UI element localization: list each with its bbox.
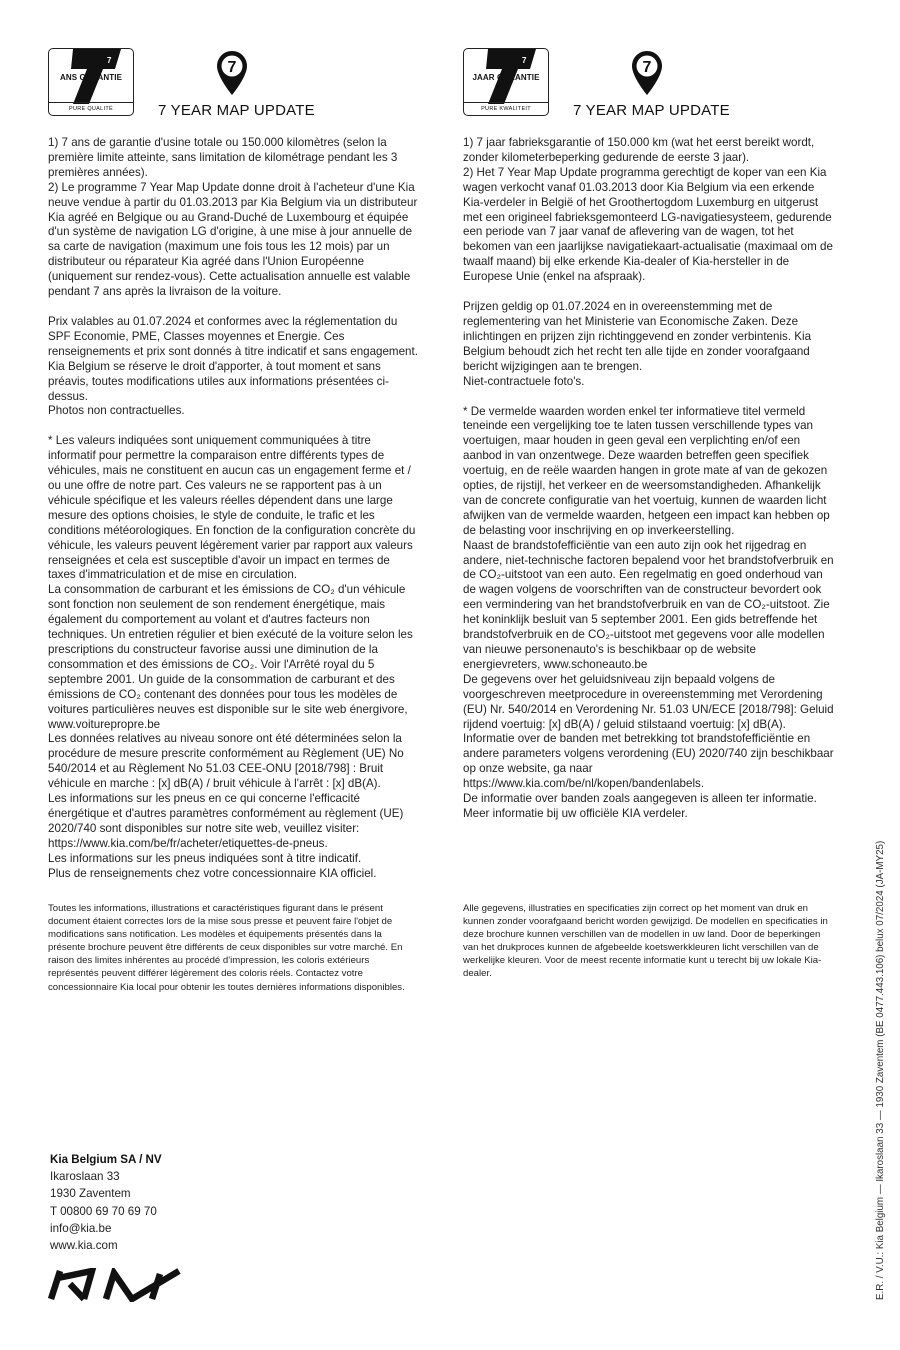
- values-paragraph: * De vermelde waarden worden enkel ter informatieve titel vermeld teneinde een vergelijking toe te laten tussen verschillende types van voertuigen, maar houden in geen geval een verplichting en/of een aanbod in van onzentwege. Deze waarden betreffen geen specifiek voertuig, en de reële waarden hangen in grote mate af van de gekozen opties, de rijstijl, het verkeer en de weersomstandigheden. Afhankelijk van de concrete configuratie van het voertuig, kunnen de waarden licht afwijken van de vermelde waarden, hetgeen een impact kan hebben op de belasting voor inschrijving en op inverkeerstelling. Naast de brandstofefficiëntie van een auto zijn ook het rijgedrag en andere, niet-technische factoren bepalend voor het brandstofverbruik en de CO₂-uitstoot van een auto. Een regelmatig en goed onderhoud van de wagen volgens de voorschriften van de constructeur bevordert ook een vermindering van het brandstofverbruik en van de CO₂-uitstoot. Zie het koninklijk besluit van 5 september 2001. Een gids betreffende het brandstofverbruik en de CO₂-uitstoot met gegevens voor alle modellen van nieuwe personenauto's is beschikbaar op de website energievreters, www.schoneauto.be De gegevens over het geluidsniveau zijn bepaald volgens de voorgeschreven meetprocedure in overeenstemming met Verordening (EU) Nr. 540/2014 en Verordening Nr. 51.03 UN/ECE [2018/798]: Geluid rijdend voertuig: [x] dB(A) / geluid stilstaand voertuig: [x] dB(A). Informatie over de banden met betrekking tot brandstofefficiëntie en andere parameters volgens verordening (EU) 2020/740 zijn beschikbaar op onze website, ga naar https://www.kia.com/be/nl/kopen/bandenlabels. De informatie over banden zoals aangegeven is alleen ter informatie. Meer informatie bij uw officiële KIA verdeler.: [463, 404, 834, 820]
- badge-label: ANS GARANTIE: [59, 73, 123, 82]
- column-french: [48, 48, 420, 882]
- address-phone: T 00800 69 70 69 70: [50, 1204, 157, 1218]
- prices-paragraph: Prix valables au 01.07.2024 et conformes avec la réglementation du SPF Economie, PME, Classes moyennes et Energie. Ces renseignements et prix sont donnés à titre indicatif et sans engagement. Kia Belgium se réserve le droit d'apporter, à tout moment et sans préavis, toutes modifications utiles aux informations présentées ci-dessus. Photos non contractuelles.: [48, 314, 418, 418]
- company-address: [50, 1151, 162, 1254]
- prices-paragraph: Prijzen geldig op 01.07.2024 en in overeenstemming met de reglementering van het Ministerie van Economische Zaken. Deze inlichtingen en prijzen zijn richtinggevend en zonder verbintenis. Kia Belgium behoudt zich het recht ten alle tijde en zonder voorafgaand bericht wijzigingen aan te brengen. Niet-contractuele foto's.: [463, 300, 812, 388]
- disclaimer-french: Toutes les informations, illustrations et caractéristiques figurant dans le présent document étaient correctes lors de la mise sous presse et peuvent faire l'objet de modifications sans notification. Les modèles et équipements présentés dans la présente brochure peuvent être différents de ceux disponibles sur votre marché. En raison des limites inhérentes au procédé d'impression, les coloris extérieurs représentés peuvent différer légèrement des coloris réels. Contactez votre concessionnaire Kia local pour obtenir les toutes dernières informations disponibles.: [48, 903, 405, 993]
- address-web: www.kia.com: [50, 1239, 118, 1253]
- address-city: 1930 Zaventem: [50, 1187, 131, 1201]
- map-update-title: 7 YEAR MAP UPDATE: [158, 102, 315, 119]
- pin-number: 7: [227, 59, 237, 76]
- values-paragraph: * Les valeurs indiquées sont uniquement communiquées à titre informatif pour permettre la comparaison entre différents types de véhicules, mais ne constituent en aucun cas un engagement ferme et / ou une offre de notre part. Ces valeurs ne se rapportent pas à un véhicule spécifique et les valeurs réelles dépendent dans une large mesure des options choisies, le style de conduite, le trafic et les conditions météorologiques. En fonction de la configuration concrète du véhicule, les valeurs peuvent légèrement varier par rapport aux valeurs renseignées et cela est susceptible d'avoir un impact en termes de taxes d'immatriculation et de mise en circulation. La consommation de carburant et les émissions de CO₂ d'un véhicule sont fonction non seulement de son rendement énergétique, mais également du comportement au volant et d'autres facteurs non techniques. Un entretien régulier et bien exécuté de la voiture selon les prescriptions du constructeur favorise aussi une diminution de la consommation et des émissions de CO₂. Voir l'Arrêté royal du 5 septembre 2001. Un guide de la consommation de carburant et des émissions de CO₂ contenant des données pour tous les modèles de voitures particulières neuves est disponible sur le site web énergivore, www.voiturepropre.be Les données relatives au niveau sonore ont été déterminées selon la procédure de mesure prescrite conformément au Règlement (UE) No 540/2014 et au Règlement No 51.03 CEE-ONU [2018/798] : Bruit véhicule en marche : [x] dB(A) / bruit véhicule à l'arrêt : [x] dB(A). Les informations sur les pneus en ce qui concerne l'efficacité énergétique et d'autres paramètres conformément au règlement (UE) 2020/740 sont disponibles sur notre site web, veuillez visiter: https://www.kia.com/be/fr/acheter/etiquettes-de-pneus. Les informations sur les pneus indiquées sont à titre indicatif. Plus de renseignements chez votre concessionnaire KIA officiel.: [48, 434, 416, 880]
- map-pin-icon: [631, 50, 663, 96]
- badge-number: 7: [522, 56, 527, 65]
- warranty-paragraph: 1) 7 ans de garantie d'usine totale ou 150.000 kilomètres (selon la première limite atteinte, sans limitation de kilométrage pendant les 3 premières années). 2) Le programme 7 Year Map Update donne droit à l'acheteur d'une Kia neuve vendue à partir du 01.03.2013 par Kia Belgium via un distributeur Kia agréé en Belgique ou au Grand-Duché de Luxembourg et équipée d'un système de navigation LG d'origine, à une mise à jour annuelle de sa carte de navigation (maximum une fois tous les 12 mois) par un distributeur ou réparateur Kia agréé dans l'Union Européenne (uniquement sur rendez-vous). Cette actualisation annuelle est valable pendant 7 ans après la livraison de la voiture.: [48, 136, 418, 299]
- company-name: Kia Belgium SA / NV: [50, 1153, 162, 1166]
- map-pin-icon: [216, 50, 248, 96]
- pin-number: 7: [642, 59, 652, 76]
- badge-number: 7: [107, 56, 112, 65]
- map-update-title: 7 YEAR MAP UPDATE: [573, 102, 730, 119]
- header-french: [48, 48, 420, 120]
- address-email: info@kia.be: [50, 1221, 112, 1235]
- vertical-imprint: E.R. / V.U.: Kia Belgium — Ikaroslaan 33 — 1930 Zaventem (BE 0477.443.106) belux 07/2024 (JA-MY25): [875, 840, 886, 1300]
- address-street: Ikaroslaan 33: [50, 1170, 120, 1184]
- warranty-paragraph: 1) 7 jaar fabrieksgarantie of 150.000 km (wat het eerst bereikt wordt, zonder kilometerbeperking gedurende de eerste 3 jaar). 2) Het 7 Year Map Update programma gerechtigt de koper van een Kia wagen verkocht vanaf 01.03.2013 door Kia Belgium via een erkende Kia-verdeler in België of het Groothertogdom Luxemburg en uitgerust met een origineel fabrieksgemonteerd LG-navigatiesysteem, gedurende een periode van 7 jaar vanaf de aflevering van de wagen, tot het bekomen van een jaarlijkse navigatiekaart-actualisatie (maximaal om de twaalf maand) bij elke erkende Kia-dealer of Kia-hersteller in de Europese Unie (enkel na afspraak).: [463, 136, 833, 284]
- body-text-dutch: [463, 136, 835, 822]
- header-dutch: [463, 48, 835, 120]
- body-text-french: [48, 136, 420, 882]
- column-dutch: [463, 48, 835, 822]
- badge-footer: PURE QUALITÉ: [49, 102, 133, 115]
- warranty-badge-7: [48, 48, 134, 116]
- badge-label: JAAR GARANTIE: [472, 73, 540, 82]
- warranty-badge-7: [463, 48, 549, 116]
- disclaimer-dutch: Alle gegevens, illustraties en specificaties zijn correct op het moment van druk en kunnen zonder voorafgaand bericht worden gewijzigd. De modellen en specificaties in deze brochure kunnen verschillen van de modellen in uw land. Door de beperkingen van het drukproces kunnen de afgebeelde koetswerkkleuren licht verschillen van de werkelijke kleuren. Voor de meest recente informatie kunt u terecht bij uw lokale Kia-dealer.: [463, 903, 828, 980]
- kia-logo: [48, 1268, 182, 1302]
- badge-footer: PURE KWALITEIT: [464, 102, 548, 115]
